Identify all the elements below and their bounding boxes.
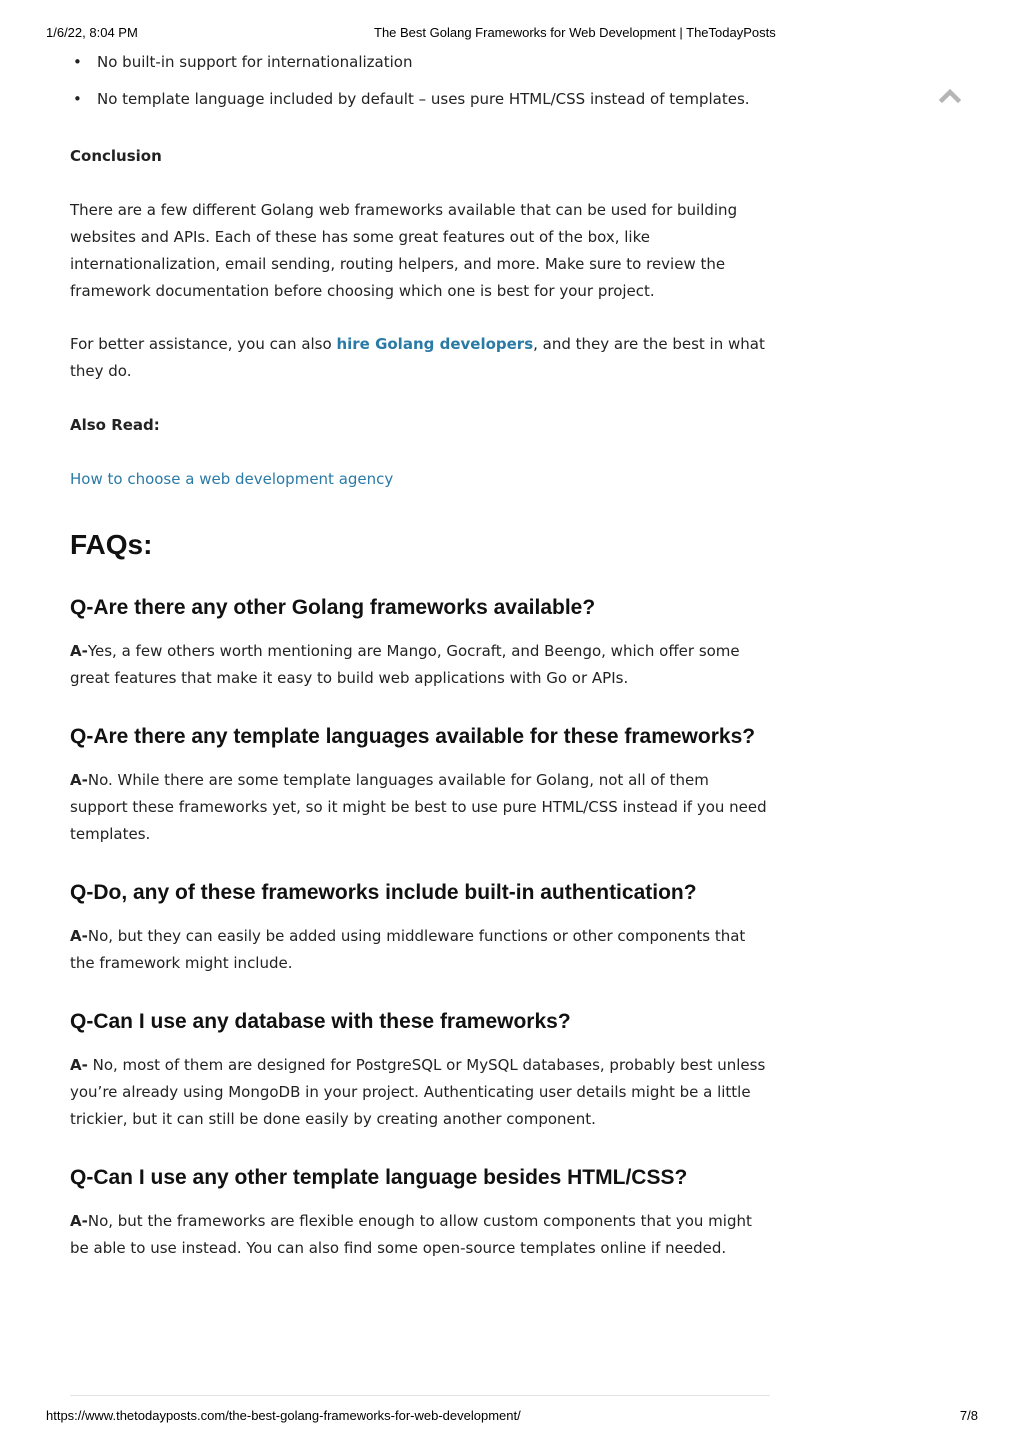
answer-text: No, but the frameworks are flexible enough to allow custom components that you might be able to use instead. You can also find some open-source templates online if needed. (70, 1212, 752, 1257)
article-content (70, 49, 770, 1262)
answer-text: No, but they can easily be added using middleware functions or other components that the framework might include. (70, 927, 746, 972)
hire-golang-developers-link[interactable]: hire Golang developers (336, 335, 534, 353)
print-header (0, 25, 1024, 41)
content-divider (70, 1395, 770, 1396)
cons-list (70, 49, 770, 113)
list-item (70, 86, 770, 113)
print-date: 1/6/22, 8:04 PM (46, 25, 138, 40)
also-read-item (70, 466, 770, 493)
conclusion-paragraph: There are a few different Golang web frameworks available that can be used for building websites and APIs. Each of these has some great features out of the box, like internationalization, email sending, routing helpers, and more. Make sure to review the framework documentation before choosing which one is best for your project. (70, 201, 738, 300)
answer-label: A- (70, 771, 88, 789)
chevron-up-icon (938, 86, 962, 104)
assistance-text-before: For better assistance, you can also (70, 335, 337, 353)
faq-answer (70, 638, 770, 692)
answer-text: No, most of them are designed for PostgreSQL or MySQL databases, probably best unless you’re already using MongoDB in your project. Authenticating user details might be a little trickier, but it can still be done easily by creating another component. (70, 1056, 766, 1128)
assistance-paragraph (70, 331, 770, 385)
faqs-heading: FAQs: (70, 529, 153, 560)
also-read-label: Also Read: (70, 416, 160, 434)
list-item (70, 49, 770, 76)
bullet-glyph: • (73, 90, 82, 108)
assistance-text-after: , and they are the best in what they do. (70, 335, 765, 380)
answer-label: A- (70, 1056, 88, 1074)
bullet-glyph: • (73, 53, 82, 71)
faq-question: Q-Can I use any other template language besides HTML/CSS? (70, 1166, 688, 1189)
list-item-text: No template language included by default – uses pure HTML/CSS instead of templates. (97, 90, 750, 108)
faq-question: Q-Are there any other Golang frameworks available? (70, 596, 596, 619)
answer-label: A- (70, 642, 88, 660)
faq-answer (70, 1052, 770, 1133)
answer-text: Yes, a few others worth mentioning are Mango, Gocraft, and Beengo, which offer some great features that make it easy to build web applications with Go or APIs. (70, 642, 740, 687)
print-footer (0, 1408, 1024, 1424)
faq-answer (70, 767, 770, 848)
answer-text: No. While there are some template languages available for Golang, not all of them support these frameworks yet, so it might be best to use pure HTML/CSS instead if you need templates. (70, 771, 767, 843)
faq-answer (70, 1208, 770, 1262)
also-read-link[interactable]: How to choose a web development agency (70, 470, 394, 488)
answer-label: A- (70, 927, 88, 945)
faq-question: Q-Do, any of these frameworks include built-in authentication? (70, 881, 697, 904)
scroll-to-top-button[interactable] (938, 86, 962, 104)
print-title: The Best Golang Frameworks for Web Development | TheTodayPosts (374, 25, 776, 40)
answer-label: A- (70, 1212, 88, 1230)
print-page-number: 7/8 (959, 1408, 978, 1423)
conclusion-heading: Conclusion (70, 147, 162, 165)
faq-question: Q-Can I use any database with these frameworks? (70, 1010, 571, 1033)
list-item-text: No built-in support for internationalization (97, 53, 413, 71)
print-url: https://www.thetodayposts.com/the-best-golang-frameworks-for-web-development/ (46, 1408, 521, 1423)
faq-question: Q-Are there any template languages available for these frameworks? (70, 725, 756, 748)
faq-answer (70, 923, 770, 977)
